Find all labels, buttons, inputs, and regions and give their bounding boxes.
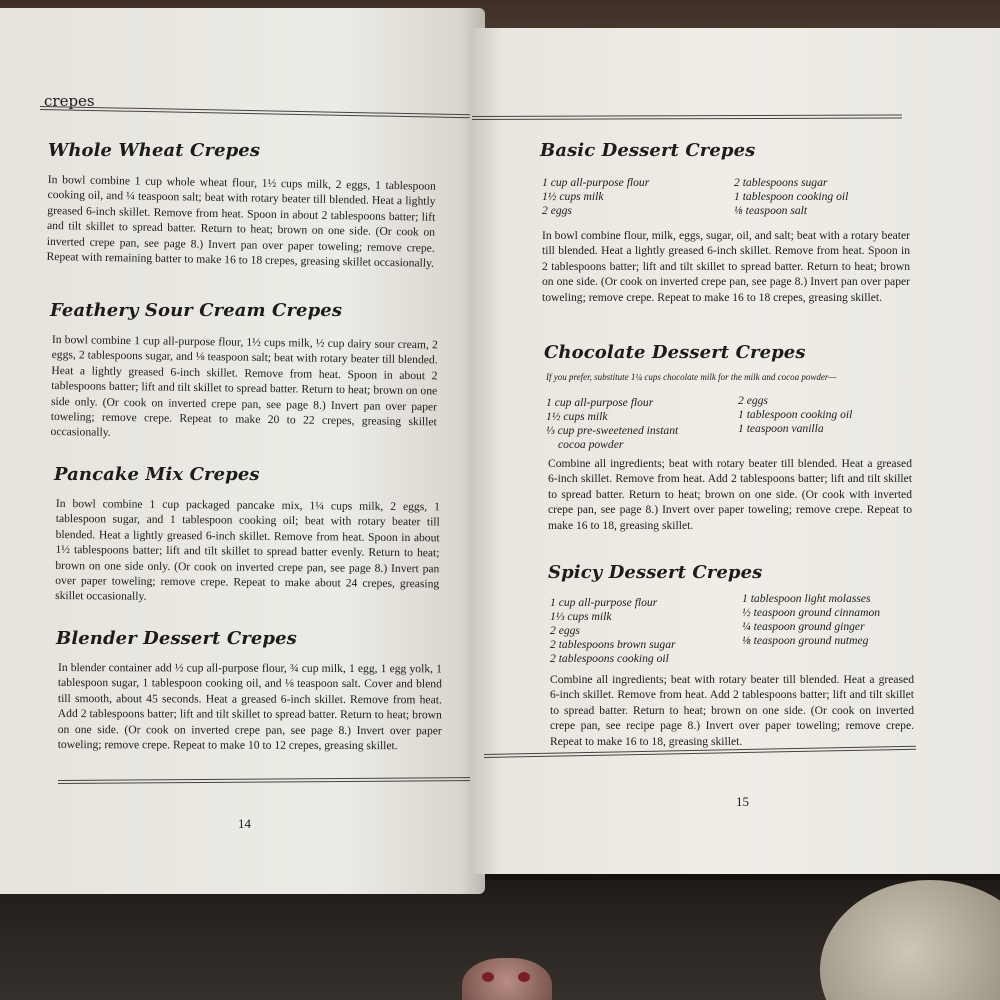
ingredient: cocoa powder: [558, 438, 624, 451]
ingredient-list: [542, 176, 649, 218]
recipe-title: Pancake Mix Crepes: [54, 464, 260, 485]
recipe-note: If you prefer, substitute 1¼ cups chocolate milk for the milk and cocoa powder—: [546, 372, 837, 382]
page-number: 15: [736, 794, 749, 809]
ingredient: 1 cup all-purpose flour: [542, 176, 650, 189]
recipe-title: Chocolate Dessert Crepes: [544, 342, 806, 363]
ingredient: 1 tablespoon cooking oil: [734, 190, 849, 203]
ingredient: 1½ cups milk: [546, 410, 608, 423]
ingredient-list: [734, 176, 848, 218]
ingredient: 1 tablespoon light molasses: [742, 592, 871, 605]
ingredient-list: [738, 394, 852, 436]
recipe-instructions: In bowl combine 1 cup whole wheat flour, 1½ cups milk, 2 eggs, 1 tablespoon cooking oil, and ¼ teaspoon salt; beat with rotary beater till blended. Heat a lightly greased 6-inch skillet. Remove from heat. Spoon in about 2 tablespoons batter; lift and tilt skillet to spread batter. Return to heat; brown on one side. (Or cook on inverted crepe pan, see page 8.) Invert pan over paper toweling; remove crepe. Repeat with remaining batter to make 16 to 18 crepes, greasing skillet occasionally.: [46, 172, 436, 270]
recipe-instructions: Combine all ingredients; beat with rotary beater till blended. Heat a greased 6-inch skillet. Remove from heat. Add 2 tablespoons batter; lift and tilt skillet to spread batter. Return to heat; brown on one side. (Or cook with inverted crepe pan, see page 8.) Invert over paper toweling; remove crepe. Repeat to make 16 to 18, greasing skillet.: [548, 457, 912, 532]
ingredient-list: [742, 592, 880, 648]
ingredient: ⅛ teaspoon ground nutmeg: [742, 634, 869, 647]
recipe-instructions: In bowl combine flour, milk, eggs, sugar, oil, and salt; beat with a rotary beater till blended. Heat a lightly greased 6-inch skillet. Remove from heat. Spoon in 2 tablespoons batter; lift and tilt skillet to spread batter. Return to heat; brown on one side. (Or cook on inverted crepe pan, see page 8.) Invert pan over paper toweling; remove crepe. Repeat to make 16 to 18 crepes, greasing skillet.: [542, 229, 910, 304]
ingredient: 1 tablespoon cooking oil: [738, 408, 853, 421]
recipe-title: Blender Dessert Crepes: [56, 628, 297, 649]
ingredient: ½ teaspoon ground cinnamon: [742, 606, 881, 619]
page-number: 14: [238, 816, 251, 831]
header-rule: [472, 114, 902, 120]
toe: [462, 958, 552, 1000]
recipe-instructions: In bowl combine 1 cup packaged pancake mix, 1¼ cups milk, 2 eggs, 1 tablespoon sugar, and 1 tablespoon cooking oil; beat with rotary beater till blended. Heat a lightly greased 6-inch skillet. Remove from heat. Spoon in about 1½ tablespoons batter; lift and tilt skillet to spread batter evenly. Return to heat; brown on one side only. (Or cook on inverted crepe pan, see page 8.) Invert pan over paper toweling; remove crepe. Repeat to make about 24 crepes, greasing skillet occasionally.: [55, 496, 440, 604]
recipe-instructions: In bowl combine 1 cup all-purpose flour, 1½ cups milk, ½ cup dairy sour cream, 2 eggs, 2 tablespoons sugar, and ⅛ teaspoon salt; beat with rotary beater till blended. Heat a lightly greased 6-inch skillet. Remove from heat. Spoon in about 2 tablespoons batter; lift and tilt skillet to spread batter. Return to heat; brown on one side only. (Or cook on inverted crepe pan, see page 8.) Invert pan over paper toweling; remove crepe. Repeat to make 20 to 22 crepes, greasing skillet occasionally.: [50, 332, 438, 440]
ingredient: 2 tablespoons cooking oil: [550, 652, 669, 665]
ingredient: 2 eggs: [542, 204, 572, 217]
ingredient: ⅛ teaspoon salt: [734, 204, 808, 217]
recipe-title: Basic Dessert Crepes: [540, 140, 756, 161]
ingredient: ⅓ cup pre-sweetened instant: [546, 424, 679, 437]
recipe-instructions: Combine all ingredients; beat with rotary beater till blended. Heat a greased 6-inch skillet. Remove from heat. Add 2 tablespoons batter; lift and tilt skillet to spread batter. Return to heat; brown on one side. (Or cook on inverted crepe pan, see recipe page 8.) Invert over paper toweling; remove crepe. Repeat to make 16 to 18, greasing skillet.: [550, 673, 914, 748]
ingredient-list: [550, 596, 676, 666]
recipe-title: Spicy Dessert Crepes: [548, 562, 763, 583]
ingredient-list: [546, 396, 678, 452]
toenail: [518, 972, 530, 982]
right-page: [470, 28, 1000, 874]
toenail: [482, 972, 494, 982]
ingredient: 2 tablespoons sugar: [734, 176, 828, 189]
ingredient: 1⅓ cups milk: [550, 610, 612, 623]
left-page: [0, 8, 485, 894]
ingredient: ¼ teaspoon ground ginger: [742, 620, 865, 633]
ingredient: 2 tablespoons brown sugar: [550, 638, 676, 651]
ingredient: 1 teaspoon vanilla: [738, 422, 824, 435]
footer-rule: [58, 777, 480, 784]
section-label: crepes: [44, 92, 95, 110]
ingredient: 1½ cups milk: [542, 190, 604, 203]
header-rule: [40, 106, 470, 118]
recipe-title: Feathery Sour Cream Crepes: [50, 300, 343, 321]
ingredient: 2 eggs: [550, 624, 580, 637]
recipe-instructions: In blender container add ½ cup all-purpose flour, ¾ cup milk, 1 egg, 1 egg yolk, 1 tablespoon sugar, 1 tablespoon cooking oil, and ⅛ teaspoon salt. Cover and blend till smooth, about 45 seconds. Heat a greased 6-inch skillet. Remove from heat. Add 2 tablespoons batter; lift and tilt skillet to spread batter. Return to heat; brown on one side. (Or cook on inverted crepe pan, see page 8.) Invert over paper toweling; remove crepe. Repeat to make 10 to 12 crepes, greasing skillet.: [57, 661, 442, 753]
ingredient: 2 eggs: [738, 394, 768, 407]
ingredient: 1 cup all-purpose flour: [546, 396, 654, 409]
recipe-title: Whole Wheat Crepes: [48, 140, 261, 161]
ingredient: 1 cup all-purpose flour: [550, 596, 658, 609]
